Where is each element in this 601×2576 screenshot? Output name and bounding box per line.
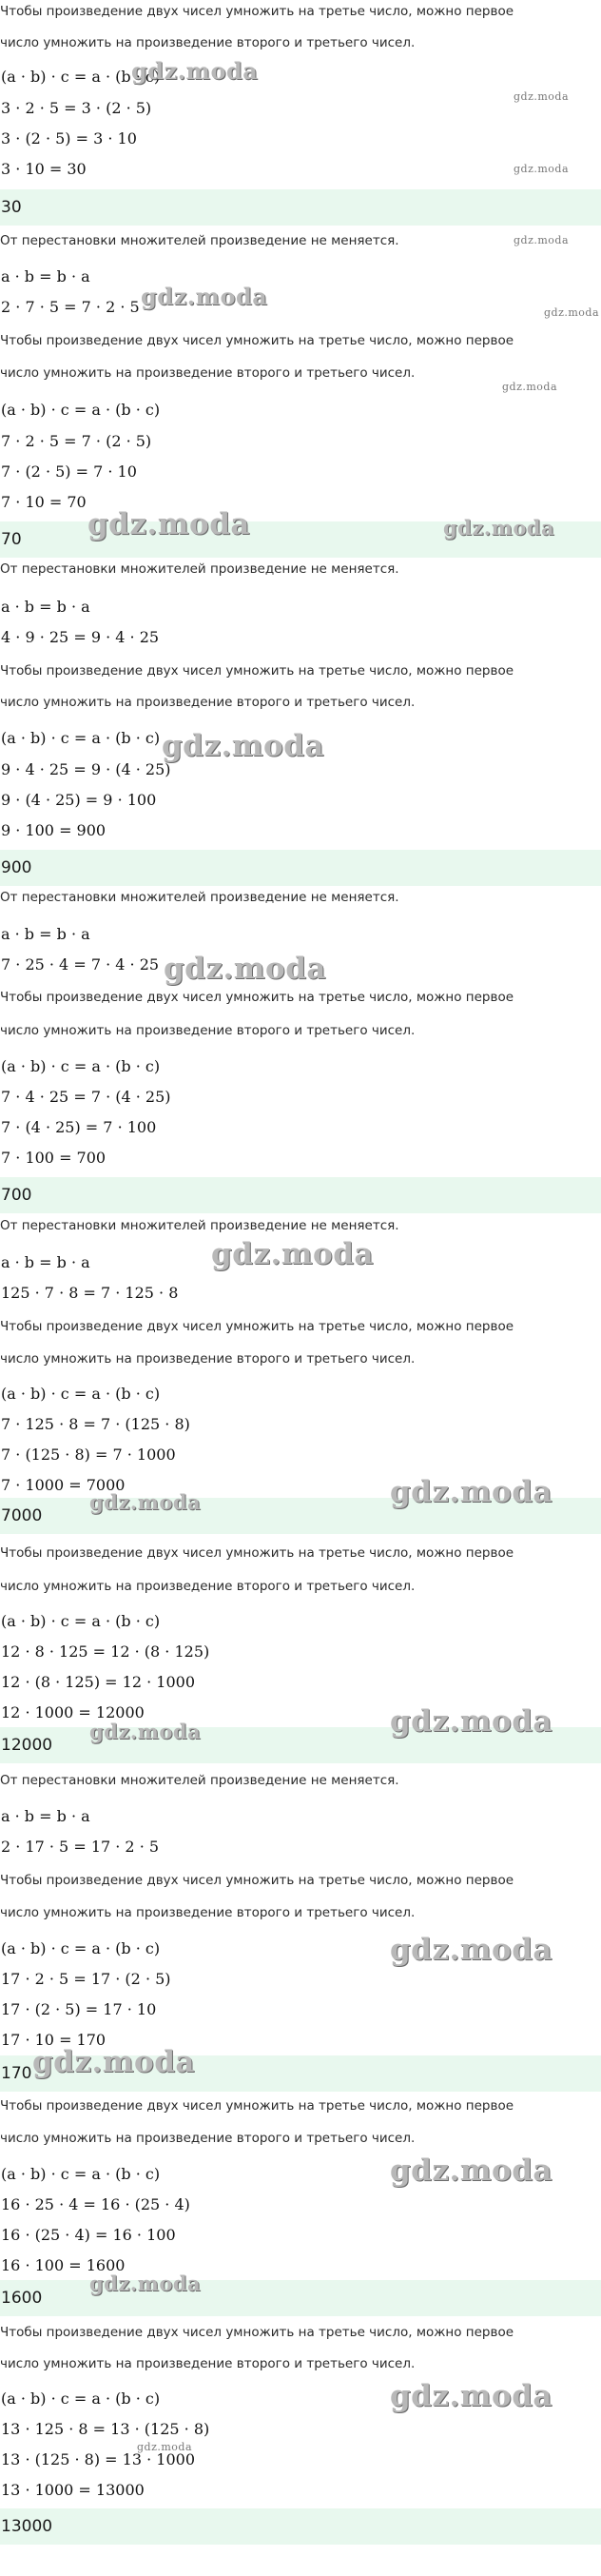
step-line: 3 · 10 = 30 xyxy=(1,160,87,178)
answer-bar: 12000 xyxy=(0,1727,601,1763)
formula: (a · b) · c = a · (b · c) xyxy=(1,1385,161,1403)
step-line: 9 · (4 · 25) = 9 · 100 xyxy=(1,791,157,809)
rule-text: число умножить на произведение второго и третьего чисел. xyxy=(0,695,416,710)
watermark: gdz.moda xyxy=(87,507,250,541)
rule-text: От перестановки множителей произведение не меняется. xyxy=(0,561,399,577)
answer-bar: 70 xyxy=(0,521,601,558)
watermark: gdz.moda xyxy=(137,2441,193,2453)
rule-text: Чтобы произведение двух чисел умножить на третье число, можно первое xyxy=(0,1545,514,1561)
watermark: gdz.moda xyxy=(390,2153,553,2188)
watermark: gdz.moda xyxy=(390,1704,553,1739)
watermark: gdz.moda xyxy=(443,516,555,540)
rule-text: число умножить на произведение второго и третьего чисел. xyxy=(0,1905,416,1920)
watermark: gdz.moda xyxy=(502,381,558,393)
rule-text: число умножить на произведение второго и третьего чисел. xyxy=(0,1579,416,1594)
watermark: gdz.moda xyxy=(32,2045,195,2079)
rule-text: Чтобы произведение двух чисел умножить на третье число, можно первое xyxy=(0,333,514,348)
step-line: 7 · 4 · 25 = 7 · (4 · 25) xyxy=(1,1088,171,1106)
step-line: 3 · 2 · 5 = 3 · (2 · 5) xyxy=(1,99,152,117)
step-line: 9 · 100 = 900 xyxy=(1,821,107,839)
rule-text: От перестановки множителей произведение не меняется. xyxy=(0,890,399,905)
formula: a · b = b · a xyxy=(1,1253,90,1271)
step-line: 2 · 7 · 5 = 7 · 2 · 5 xyxy=(1,298,140,316)
watermark: gdz.moda xyxy=(514,163,570,175)
step-line: 7 · 2 · 5 = 7 · (2 · 5) xyxy=(1,432,152,450)
step-line: 7 · (4 · 25) = 7 · 100 xyxy=(1,1118,157,1136)
watermark: gdz.moda xyxy=(89,1490,202,1514)
watermark: gdz.moda xyxy=(164,952,326,986)
watermark: gdz.moda xyxy=(544,306,600,319)
formula: a · b = b · a xyxy=(1,598,90,616)
watermark: gdz.moda xyxy=(390,2379,553,2413)
formula: (a · b) · c = a · (b · c) xyxy=(1,68,161,86)
step-line: 13 · 1000 = 13000 xyxy=(1,2481,145,2499)
rule-text: Чтобы произведение двух чисел умножить на третье число, можно первое xyxy=(0,1873,514,1888)
watermark: gdz.moda xyxy=(514,90,570,103)
watermark: gdz.moda xyxy=(141,283,268,310)
rule-text: От перестановки множителей произведение не меняется. xyxy=(0,233,399,248)
rule-text: Чтобы произведение двух чисел умножить на третье число, можно первое xyxy=(0,990,514,1005)
step-line: 17 · (2 · 5) = 17 · 10 xyxy=(1,2000,157,2018)
step-line: 16 · 25 · 4 = 16 · (25 · 4) xyxy=(1,2195,190,2213)
watermark: gdz.moda xyxy=(390,1475,553,1509)
step-line: 7 · 125 · 8 = 7 · (125 · 8) xyxy=(1,1415,190,1433)
step-line: 7 · 25 · 4 = 7 · 4 · 25 xyxy=(1,955,160,973)
rule-text: От перестановки множителей произведение не меняется. xyxy=(0,1773,399,1788)
step-line: 7 · (125 · 8) = 7 · 1000 xyxy=(1,1445,176,1464)
step-line: 12 · (8 · 125) = 12 · 1000 xyxy=(1,1673,195,1691)
watermark: gdz.moda xyxy=(162,729,324,763)
watermark: gdz.moda xyxy=(131,57,259,85)
answer-bar: 900 xyxy=(0,850,601,886)
answer-bar: 30 xyxy=(0,189,601,226)
rule-text: Чтобы произведение двух чисел умножить на третье число, можно первое xyxy=(0,663,514,678)
rule-text: число умножить на произведение второго и третьего чисел. xyxy=(0,1023,416,1038)
step-line: 13 · 125 · 8 = 13 · (125 · 8) xyxy=(1,2420,210,2438)
step-line: 7 · (2 · 5) = 7 · 10 xyxy=(1,462,137,481)
step-line: 17 · 10 = 170 xyxy=(1,2031,107,2049)
formula: (a · b) · c = a · (b · c) xyxy=(1,401,161,419)
answer-bar: 1600 xyxy=(0,2280,601,2316)
step-line: 125 · 7 · 8 = 7 · 125 · 8 xyxy=(1,1284,179,1302)
rule-text: число умножить на произведение второго и третьего чисел. xyxy=(0,1351,416,1367)
watermark: gdz.moda xyxy=(390,1933,553,1967)
formula: (a · b) · c = a · (b · c) xyxy=(1,1057,161,1075)
rule-text: Чтобы произведение двух чисел умножить на третье число, можно первое xyxy=(0,4,514,19)
step-line: 9 · 4 · 25 = 9 · (4 · 25) xyxy=(1,760,171,778)
answer-bar: 13000 xyxy=(0,2508,601,2545)
rule-text: От перестановки множителей произведение не меняется. xyxy=(0,1218,399,1233)
step-line: 7 · 100 = 700 xyxy=(1,1149,107,1167)
step-line: 16 · (25 · 4) = 16 · 100 xyxy=(1,2226,176,2244)
answer-bar: 170 xyxy=(0,2055,601,2092)
step-line: 12 · 1000 = 12000 xyxy=(1,1703,145,1721)
formula: (a · b) · c = a · (b · c) xyxy=(1,2165,161,2183)
rule-text: число умножить на произведение второго и третьего чисел. xyxy=(0,2356,416,2371)
step-line: 3 · (2 · 5) = 3 · 10 xyxy=(1,129,137,147)
formula: a · b = b · a xyxy=(1,1807,90,1825)
watermark: gdz.moda xyxy=(89,2271,202,2295)
step-line: 17 · 2 · 5 = 17 · (2 · 5) xyxy=(1,1970,171,1988)
rule-text: число умножить на произведение второго и третьего чисел. xyxy=(0,2131,416,2146)
watermark: gdz.moda xyxy=(514,234,570,246)
answer-bar: 7000 xyxy=(0,1498,601,1534)
step-line: 7 · 1000 = 7000 xyxy=(1,1476,126,1494)
step-line: 7 · 10 = 70 xyxy=(1,493,87,511)
rule-text: Чтобы произведение двух чисел умножить на третье число, можно первое xyxy=(0,2325,514,2340)
answer-bar: 700 xyxy=(0,1177,601,1213)
step-line: 13 · (125 · 8) = 13 · 1000 xyxy=(1,2450,195,2468)
watermark: gdz.moda xyxy=(89,1720,202,1743)
step-line: 12 · 8 · 125 = 12 · (8 · 125) xyxy=(1,1642,210,1661)
step-line: 16 · 100 = 1600 xyxy=(1,2256,126,2274)
step-line: 2 · 17 · 5 = 17 · 2 · 5 xyxy=(1,1838,160,1856)
formula: (a · b) · c = a · (b · c) xyxy=(1,1612,161,1630)
rule-text: Чтобы произведение двух чисел умножить на третье число, можно первое xyxy=(0,2098,514,2114)
formula: (a · b) · c = a · (b · c) xyxy=(1,2389,161,2408)
rule-text: число умножить на произведение второго и третьего чисел. xyxy=(0,35,416,50)
formula: (a · b) · c = a · (b · c) xyxy=(1,729,161,747)
rule-text: число умножить на произведение второго и третьего чисел. xyxy=(0,365,416,381)
watermark: gdz.moda xyxy=(211,1237,374,1271)
formula: (a · b) · c = a · (b · c) xyxy=(1,1939,161,1957)
formula: a · b = b · a xyxy=(1,925,90,943)
rule-text: Чтобы произведение двух чисел умножить на третье число, можно первое xyxy=(0,1319,514,1334)
formula: a · b = b · a xyxy=(1,267,90,285)
step-line: 4 · 9 · 25 = 9 · 4 · 25 xyxy=(1,628,160,646)
